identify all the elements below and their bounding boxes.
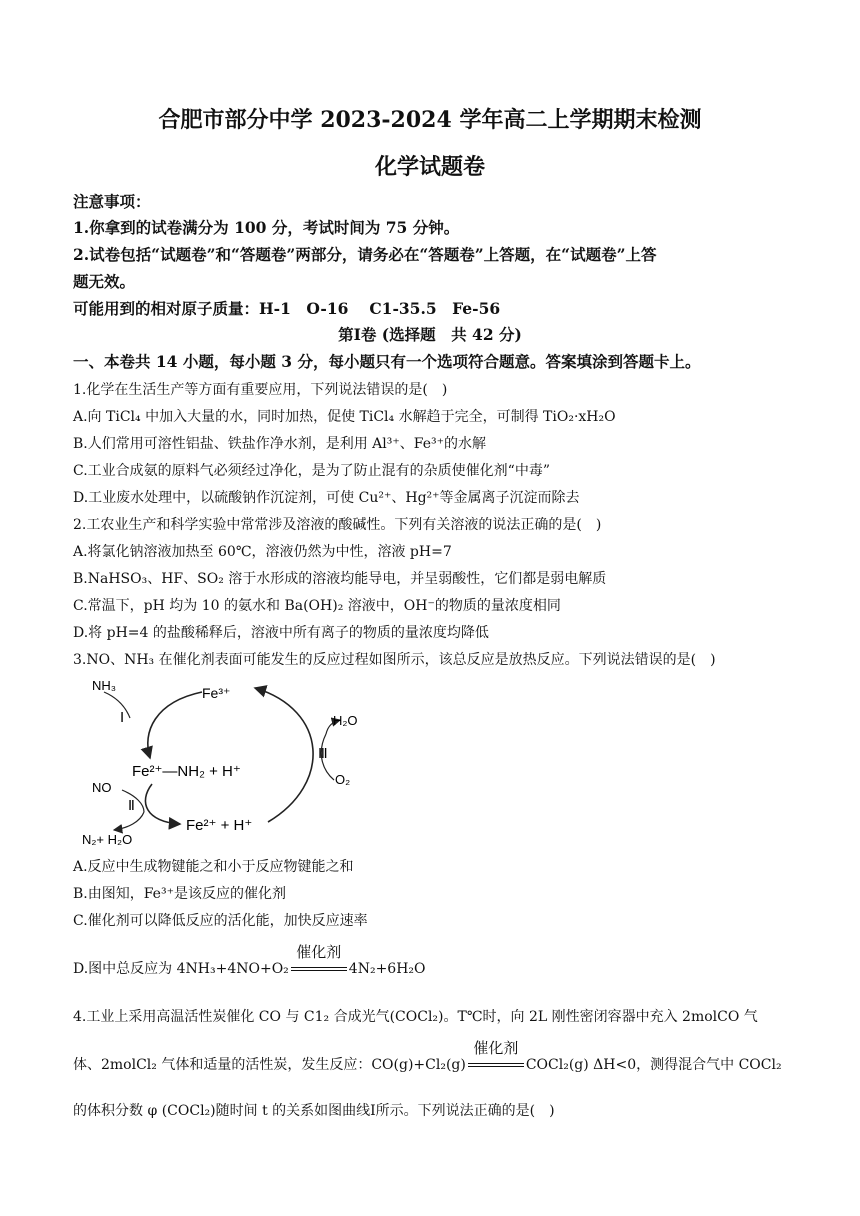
q4-line-1: 4.工业上采用高温活性炭催化 CO 与 C1₂ 合成光气(COCl₂)。T℃时，向 2L 刚性密闭容器中充入 2molCO 气: [73, 1009, 758, 1025]
q1-option-a: A.向 TiCl₄ 中加入大量的水，同时加热，促使 TiCl₄ 水解趋于完全，可制得 TiO₂·xH₂O: [73, 409, 616, 425]
q2-option-d: D.将 pH=4 的盐酸稀释后，溶液中所有离子的物质的量浓度均降低: [73, 625, 489, 641]
q3-d-products: 4N₂+6H₂O: [348, 961, 426, 977]
label-o2: O₂: [335, 772, 351, 787]
q2-option-a: A.将氯化钠溶液加热至 60℃，溶液仍然为中性，溶液 pH=7: [73, 544, 452, 560]
label-fe2-h: Fe²⁺ + H⁺: [186, 817, 253, 834]
q3-stem: 3.NO、NH₃ 在催化剂表面可能发生的反应过程如图所示，该总反应是放热反应。下列说法错误的是( ): [73, 652, 716, 668]
q1-option-b: B.人们常用可溶性铝盐、铁盐作净水剂，是利用 Al³⁺、Fe³⁺的水解: [73, 436, 487, 452]
q3-d-catalyst-arrow: [291, 943, 347, 977]
nh3-in-arrow: [104, 692, 130, 718]
q3-option-c: C.催化剂可以降低反应的活化能，加快反应速率: [73, 913, 368, 929]
q1-option-d: D.工业废水处理中，以硫酸钠作沉淀剂，可使 Cu²⁺、Hg²⁺等金属离子沉淀而除去: [73, 490, 580, 506]
label-fe3: Fe³⁺: [202, 685, 231, 701]
q4-reactants: 体、2molCl₂ 气体和适量的活性炭，发生反应：CO(g)+Cl₂(g): [73, 1057, 466, 1073]
label-step1: Ⅰ: [120, 709, 125, 725]
q3-option-a: A.反应中生成物键能之和小于反应物键能之和: [73, 859, 354, 875]
atomic-masses: 可能用到的相对原子质量：H-1 O-16 C1-35.5 Fe-56: [73, 299, 501, 318]
label-step3: Ⅲ: [318, 745, 328, 761]
page-subtitle: 化学试题卷: [374, 154, 485, 180]
q2-option-c: C.常温下，pH 均为 10 的氨水和 Ba(OH)₂ 溶液中，OH⁻的物质的量浓度相同: [73, 598, 561, 614]
label-no: NO: [92, 780, 112, 795]
section-title: 第Ⅰ卷 (选择题 共 42 分): [338, 325, 522, 344]
q2-stem: 2.工农业生产和科学实验中常常涉及溶液的酸碱性。下列有关溶液的说法正确的是( ): [73, 517, 602, 533]
label-fe-nh2: Fe²⁺—NH₂ + H⁺: [132, 763, 241, 780]
label-nh3: NH₃: [92, 678, 117, 693]
notice-item-2a: 2.试卷包括“试题卷”和“答题卷”两部分，请务必在“答题卷”上答题，在“试题卷”上答: [73, 245, 657, 264]
q3-d-catalyst-label: 催化剂: [296, 943, 342, 961]
label-n2-h2o: N₂+ H₂O: [82, 832, 133, 847]
notice-item-1: 1.你拿到的试卷满分为 100 分，考试时间为 75 分钟。: [73, 218, 460, 237]
q1-option-c: C.工业合成氨的原料气必须经过净化，是为了防止混有的杂质使催化剂“中毒”: [73, 463, 550, 479]
notice-item-2b: 题无效。: [73, 272, 136, 291]
step3-arrow: [255, 688, 313, 822]
q4-catalyst-label: 催化剂: [473, 1039, 519, 1057]
label-h2o: H₂O: [333, 713, 358, 728]
q4-line-3: 的体积分数 φ (COCl₂)随时间 t 的关系如图曲线Ⅰ所示。下列说法正确的是( ): [73, 1103, 555, 1119]
page-title: 合肥市部分中学 2023-2024 学年高二上学期期末检测: [158, 107, 702, 133]
q2-option-b: B.NaHSO₃、HF、SO₂ 溶于水形成的溶液均能导电，并呈弱酸性，它们都是弱电解质: [73, 571, 607, 587]
step2-arrow: [145, 784, 180, 824]
step1-arrow: [148, 692, 202, 758]
section-instruction: 一、本卷共 14 小题，每小题 3 分，每小题只有一个选项符合题意。答案填涂到答题卡上。: [73, 352, 701, 371]
q4-products: COCl₂(g) ΔH<0，测得混合气中 COCl₂: [525, 1057, 782, 1073]
n2-out-arrow: [114, 812, 144, 830]
q1-stem: 1.化学在生活生产等方面有重要应用，下列说法错误的是( ): [73, 382, 448, 398]
reaction-cycle-diagram: [70, 672, 390, 854]
notice-heading: 注意事项：: [73, 192, 151, 211]
label-step2: Ⅱ: [128, 797, 135, 813]
q3-option-d: [73, 943, 426, 978]
q3-option-b: B.由图知，Fe³⁺是该反应的催化剂: [73, 886, 286, 902]
q4-catalyst-arrow: [468, 1039, 524, 1073]
q3-d-reactants: D.图中总反应为 4NH₃+4NO+O₂: [73, 961, 289, 977]
q4-line-2: [73, 1039, 782, 1074]
